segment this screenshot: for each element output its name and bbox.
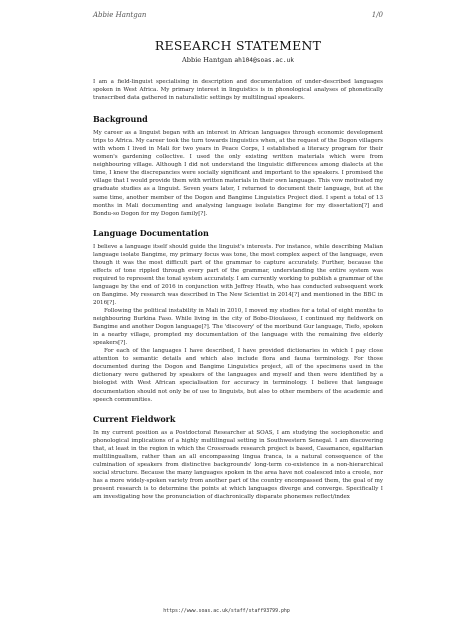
background-paragraph: My career as a linguist began with an interest in African languages through economic development trips to Africa. My career took the turn towards linguistics when, at the request of the Dogon villagers with whom I lived in Mali for two years in Peace Corps, I established a literacy program for their women's gardening collective. I used the only existing written materials which were from neighbouring village. Although I did not understand the linguistic differences among dialects at the time, I knew the discrepancies were socially significant and important to the speakers. I promised the village that I would provide them with written materials in their own language. This vow motivated my graduate studies as a linguist. Seven years later, I returned to document their language, but at the same time, another member of the Dogon and Bangime Linguistics Project died. I spent a total of 13 months in Mali documenting and analysing language isolate Bangime for my dissertation[?] and Bondu-so Dogon for my Dogon family[?]. [93,130,383,217]
running-header [93,11,383,19]
section-heading-background: Background [93,114,148,125]
intro-paragraph: I am a field-linguist specialising in description and documentation of under-described languages spoken in West Africa. My primary interest in linguistics is in phonological analyses of phonetically transcribed data gathered in naturalistic settings by multilingual speakers. [93,79,383,102]
author-name: Abbie Hantgan [181,56,233,64]
header-page-number: 1/0 [371,11,383,19]
header-author: Abbie Hantgan [93,11,147,19]
documentation-paragraph-3: For each of the languages I have described, I have provided dictionaries in which I pay close attention to semantic details and which also include flora and fauna terminology. For those documented during the Dogon and Bangime Linguistics project, all of the specimens used in the dictionary were gathered by speakers of the languages and myself and then were identified by a biologist with West African specialisation for accuracy in terminology. I believe that language documentation should not only be of use to linguists, but also to other members of the academic and speech communities. [93,348,383,403]
page-title: RESEARCH STATEMENT [154,38,322,53]
section-heading-language-documentation: Language Documentation [93,227,209,238]
byline [93,56,383,64]
fieldwork-paragraph: In my current position as a Postdoctoral Researcher at SOAS, I am studying the sociophonetic and phonological implications of a highly multilingual setting in Southwestern Senegal. I am discovering that, at least in the region in which the Crossroads research project is based, Casamance, egalitarian multilingualism, rather than an all encompassing lingua franca, is a natural consequence of the culmination of speakers from distinctive backgrounds' long-term co-existence in a non-hierarchical social structure. Because the many languages spoken in the area have not coalesced into a creole, nor has a more widely-spoken variety from another part of the country encompassed them, the goal of my present research is to determine the points at which languages diverge and converge. Specifically I am investigating how the pronunciation of diachronically disparate phonemes reflect/index [93,429,383,500]
author-email[interactable]: ah104@soas.ac.uk [234,57,294,64]
documentation-paragraph-1: I believe a language itself should guide the linguist's interests. For instance, while describing Malian language isolate Bangime, my primary focus was tone, the most complex aspect of the language, even though it was the most difficult part of the grammar to capture accurately. Further, because the effects of tone rippled through every part of the grammar, understanding the entire system was required to represent the tonal system accurately. I am currently working to publish a grammar of the language by the end of 2016 in conjunction with Jeffrey Heath, who has conducted subsequent work on Bangime. My research was described in The New Scientist in 2014[?] and mentioned in the BBC in 2016[?]. [93,243,383,306]
footer-url[interactable]: https://www.soas.ac.uk/staff/staff93799.php [163,608,290,614]
documentation-paragraph-2: Following the political instability in Mali in 2010, I moved my studies for a total of eight months to neighbouring Burkina Faso. While living in the city of Bobo-Dioulasso, I continued my fieldwork on Bangime and another Dogon language[?]. The 'discovery' of the moribund Gur language, Tiefo, spoken in a nearby village, prompted my documentation of the language with the remaining five elderly speakers[?]. [93,308,383,347]
section-heading-current-fieldwork: Current Fieldwork [93,413,176,424]
document-body [93,38,383,501]
